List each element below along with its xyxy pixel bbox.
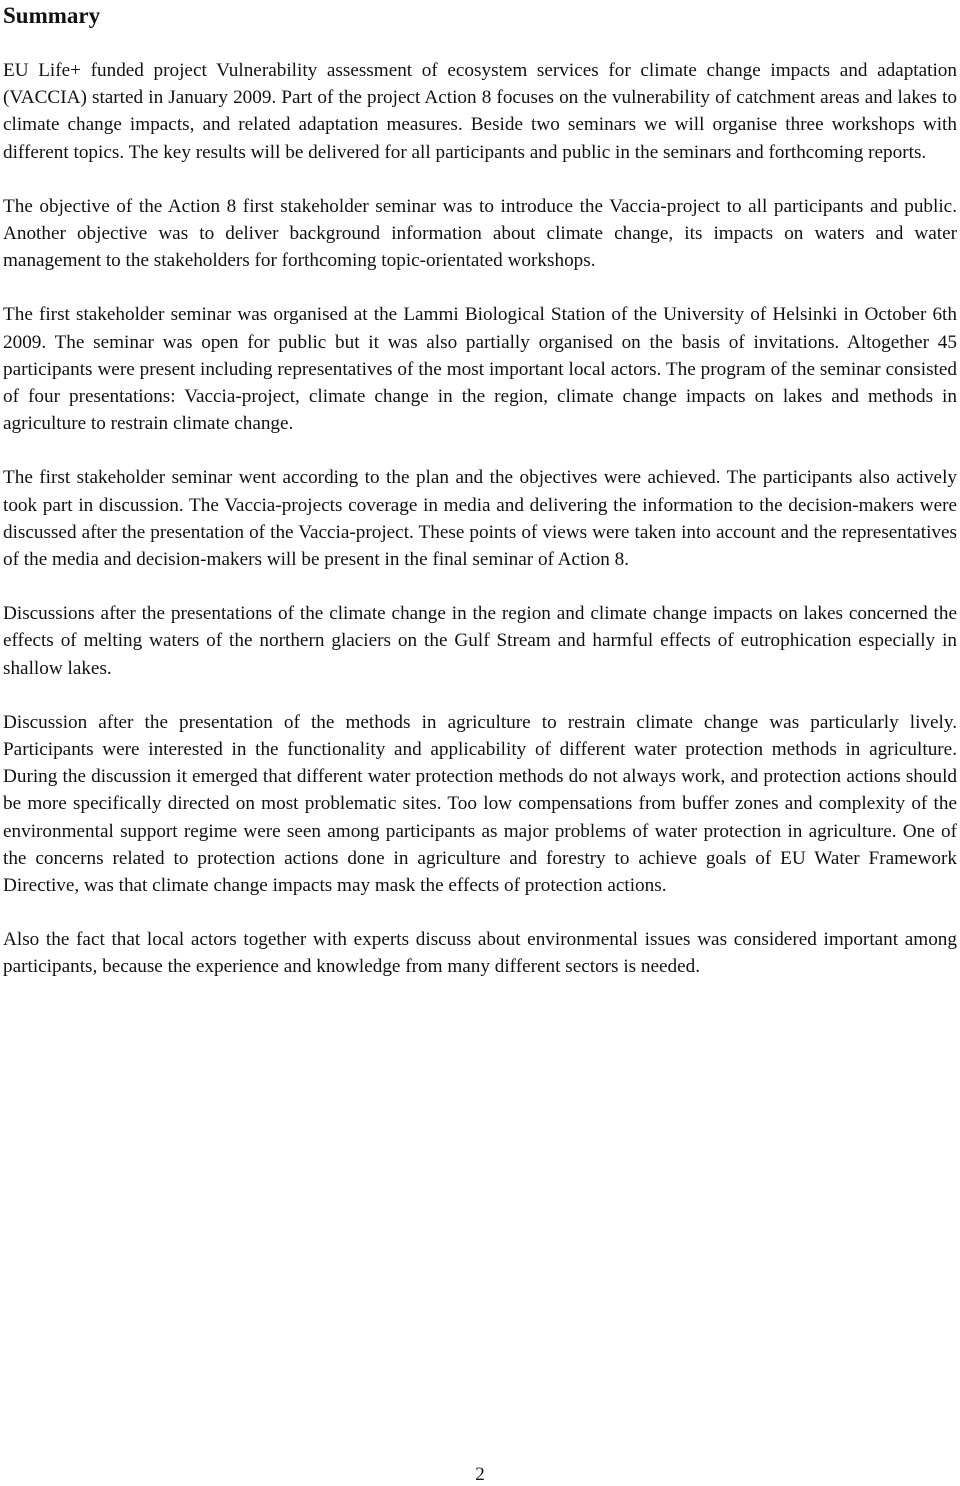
paragraph-closing: Also the fact that local actors together with experts discuss about environmental issues was considered important among participants, because the experience and knowledge from many different sectors is needed. bbox=[3, 929, 957, 978]
paragraph-intro: EU Life+ funded project Vulnerability assessment of ecosystem services for climate change impacts and adaptation (VACCIA) started in January 2009. Part of the project Action 8 focuses on the vulnerability of catchment areas and lakes to climate change impacts, and related adaptation measures. Beside two seminars we will organise three workshops with different topics. The key results will be delivered for all participants and public in the seminars and forthcoming reports. bbox=[3, 60, 957, 163]
paragraph-climate-discussion: Discussions after the presentations of the climate change in the region and climate change impacts on lakes concerned the effects of melting waters of the northern glaciers on the Gulf Stream and harmful effects of eutrophication especially in shallow lakes. bbox=[3, 603, 957, 679]
paragraph-seminar-outcome: The first stakeholder seminar went according to the plan and the objectives were achieved. The participants also actively took part in discussion. The Vaccia-projects coverage in media and delivering the information to the decision-makers were discussed after the presentation of the Vaccia-project. These points of views were taken into account and the representatives of the media and decision-makers will be present in the final seminar of Action 8. bbox=[3, 467, 957, 571]
page-number: 2 bbox=[475, 1464, 485, 1485]
section-heading: Summary bbox=[3, 3, 101, 28]
paragraph-seminar-details: The first stakeholder seminar was organised at the Lammi Biological Station of the University of Helsinki in October 6th 2009. The seminar was open for public but it was also partially organised on the basis of invitations. Altogether 45 participants were present including representatives of the most important local actors. The program of the seminar consisted of four presentations: Vaccia-project, climate change in the region, climate change impacts on lakes and methods in agriculture to restrain climate change. bbox=[3, 304, 957, 435]
document-body bbox=[3, 57, 957, 981]
paragraph-agriculture-discussion: Discussion after the presentation of the methods in agriculture to restrain climate change was particularly lively. Participants were interested in the functionality and applicability of different water protection methods in agriculture. During the discussion it emerged that different water protection methods do not always work, and protection actions should be more specifically directed on most problematic sites. Too low compensations from buffer zones and complexity of the environmental support regime were seen among participants as major problems of water protection in agriculture. One of the concerns related to protection actions done in agriculture and forestry to achieve goals of EU Water Framework Directive, was that climate change impacts may mask the effects of protection actions. bbox=[3, 711, 957, 897]
paragraph-objective: The objective of the Action 8 first stakeholder seminar was to introduce the Vaccia-project to all participants and public. Another objective was to deliver background information about climate change, its impacts on waters and water management to the stakeholders for forthcoming topic-orientated workshops. bbox=[3, 195, 957, 272]
